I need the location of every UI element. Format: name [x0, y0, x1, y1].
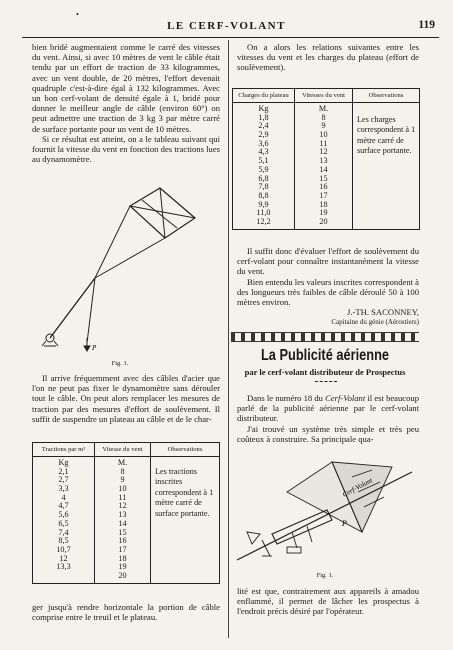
page-number: 119 [418, 19, 435, 31]
signature: J.-TH. SACONNEY, [347, 307, 419, 318]
load-cell: 12,2 [256, 216, 271, 226]
fig-label-p: P [92, 344, 97, 352]
wind-speed-cell: 20 [319, 216, 328, 226]
traction-cell: 4 [61, 492, 66, 502]
p4-italic: Cerf-Volant [325, 393, 366, 403]
header-rule [22, 37, 439, 38]
load-observations: Les charges correspondent à 1 mètre carré de surface portante. [353, 103, 420, 230]
traction-cell: 6,5 [58, 518, 69, 528]
traction-cell: 3,3 [58, 484, 69, 494]
wind-speed-cell: 13 [319, 156, 328, 166]
traction-header-1: Tractions par m² [33, 443, 95, 457]
wind-speed-cell: 18 [118, 553, 127, 563]
traction-observations: Les tractions inscrites correspondent à 1 mètre carré de surface portante. [151, 457, 220, 584]
left-column-part-2 [32, 373, 220, 424]
left-paragraph-3: Il arrive fréquemment avec des câbles d'acier que l'on ne peut pas fixer le dynamomètre sans dérouler tout le câble. On peut alors remplacer les mesures de traction par des mesures d'effort de soulèvement. Il suffit de suspendre un plateau au câble et de le char- [32, 373, 220, 424]
load-cell: 3,6 [258, 138, 269, 148]
load-cell: 5,1 [258, 156, 269, 166]
wind-speed-cell: 8 [120, 466, 125, 476]
traction-cell: 12 [59, 553, 68, 563]
signature-title: Capitaine du génie (Aérostiers) [331, 318, 419, 327]
right-paragraph-6: lité est que, contrairement aux appareils à amadou enflammé, il permet de lâcher les prospectus à l'endroit précis désiré par l'opérateur. [237, 586, 419, 617]
left-paragraph-2: Si ce résultat est atteint, on a le tableau suivant qui fournit la vitesse du vent en fonction des tractions lues au dynamomètre. [32, 133, 220, 165]
wind-speed-cell: 16 [118, 536, 127, 546]
traction-cell: Kg [58, 458, 69, 467]
fig-label-p-right: P [342, 519, 347, 528]
section-subtitle: par le cerf-volant distributeur de Prospectus [244, 367, 406, 377]
column-separator [228, 40, 229, 638]
right-column-part-2 [237, 246, 419, 328]
right-column-part-3 [237, 393, 419, 444]
left-paragraph-1: bien bridé augmentaient comme le carré des vitesses du vent. Ainsi, si avec 10 mètres de vent le câble était tendu par un effort de traction de 33 kilogrammes, avec un vent double, de 20 mètres, l'effort devenait quadruple c'est-à-dire égal à 132 kilogrammes. Avec un bon cerf-volant de densité égale à 1, bridé pour donner le meilleur angle de câble (environ 60°) on peut admettre une traction de 3 kg 3 par mètre carré de surface portante pour un vent de 10 mètres. [32, 42, 220, 134]
traction-wind-speeds [95, 457, 151, 584]
wind-speed-cell: 20 [118, 570, 127, 580]
wind-speed-cell: 11 [118, 492, 127, 502]
load-header-2: Vitesses du vent [295, 89, 353, 103]
p4-text-a: Dans le numéro 18 du [247, 393, 326, 403]
right-column [237, 42, 419, 73]
traction-cell: 5,6 [58, 510, 69, 520]
wind-speed-cell: 13 [118, 510, 127, 520]
right-paragraph-5: J'ai trouvé un système très simple et très peu coûteux à construire. Sa principale qua- [237, 423, 419, 444]
traction-cell: 8,5 [58, 536, 69, 546]
kite-figure [30, 178, 220, 353]
load-cell: 2,9 [258, 130, 269, 140]
right-paragraph-2: Il suffit donc d'évaluer l'effort de soulèvement du cerf-volant pour connaître instantanément la vitesse du vent. [237, 246, 419, 277]
distributor-figure [232, 452, 420, 570]
journal-title: LE CERF-VOLANT [167, 20, 286, 32]
traction-cell: 2,1 [58, 466, 69, 476]
wind-speed-cell: 14 [118, 518, 127, 528]
load-cell: 6,8 [258, 173, 269, 183]
wind-speed-cell: 8 [321, 112, 326, 122]
load-table [232, 88, 420, 230]
wind-speed-cell: 10 [319, 130, 328, 140]
wind-speed-cell: 9 [120, 475, 125, 485]
load-cell: Kg [258, 104, 269, 113]
traction-cell: 4,7 [58, 501, 69, 511]
wind-speed-cell: M. [117, 458, 128, 467]
load-cell: 11,0 [256, 208, 271, 218]
section-title: La Publicité aérienne [260, 347, 390, 364]
wind-speed-cell: 15 [319, 173, 328, 183]
wind-speed-cell: 15 [118, 527, 127, 537]
wind-speed-cell: 18 [319, 199, 328, 209]
wind-speed-cell: 11 [319, 138, 328, 148]
left-column-part-3 [32, 602, 220, 622]
load-header-3: Observations [353, 89, 420, 103]
wind-speed-cell: 19 [118, 562, 127, 572]
load-cell: 4,3 [258, 147, 269, 157]
wind-speed-cell: M. [318, 104, 329, 113]
right-paragraph-1: On a alors les relations suivantes entre les vitesses du vent et les charges du plateau (effort de soulèvement). [237, 42, 419, 73]
traction-values [33, 457, 95, 584]
load-cell: 5,9 [258, 164, 269, 174]
load-cell: 2,4 [258, 121, 269, 131]
wind-speed-cell: 10 [118, 484, 127, 494]
load-cell: 7,8 [258, 182, 269, 192]
wind-speed-cell: 17 [319, 190, 328, 200]
load-wind-speeds [295, 103, 353, 230]
traction-cell: 13,3 [56, 562, 71, 572]
traction-table [32, 442, 220, 584]
right-paragraph-3: Bien entendu les valeurs inscrites correspondent à des longueurs très faibles de câble déroulé 50 à 100 mètres environ. [237, 276, 419, 308]
traction-header-3: Observations [151, 443, 220, 457]
header-dot: • [76, 10, 79, 19]
running-head [18, 10, 435, 36]
fig-label-cerf-volant: Cerf-Volant [341, 476, 374, 499]
section-divider [315, 381, 337, 382]
p4-text-b: il est beaucoup parlé de la publicité aérienne par le cerf-volant distributeur. [237, 393, 419, 424]
load-header-1: Charges du plateau [233, 89, 295, 103]
wind-speed-cell: 19 [319, 208, 328, 218]
traction-cell: 2,7 [58, 475, 69, 485]
right-figure-caption: Fig. 1. [316, 572, 334, 579]
wind-speed-cell: 12 [319, 147, 328, 157]
left-column [32, 42, 220, 164]
load-values [233, 103, 295, 230]
right-column-part-4 [237, 586, 419, 617]
wind-speed-cell: 14 [319, 164, 328, 174]
left-figure-caption: Fig. 1. [111, 360, 129, 367]
left-paragraph-4: ger jusqu'à rendre horizontale la portion de câble comprise entre le treuil et le plateau. [32, 602, 220, 623]
ornament-band [231, 332, 419, 342]
wind-speed-cell: 16 [319, 182, 328, 192]
wind-speed-cell: 17 [118, 544, 127, 554]
load-cell: 8,8 [258, 190, 269, 200]
wind-speed-cell: 12 [118, 501, 127, 511]
traction-cell: 7,4 [58, 527, 69, 537]
load-cell: 1,8 [258, 112, 269, 122]
right-paragraph-4 [237, 393, 419, 424]
load-cell: 9,9 [258, 199, 269, 209]
traction-cell: 10,7 [56, 544, 71, 554]
traction-header-2: Vitesse du vent [95, 443, 151, 457]
wind-speed-cell: 9 [321, 121, 326, 131]
